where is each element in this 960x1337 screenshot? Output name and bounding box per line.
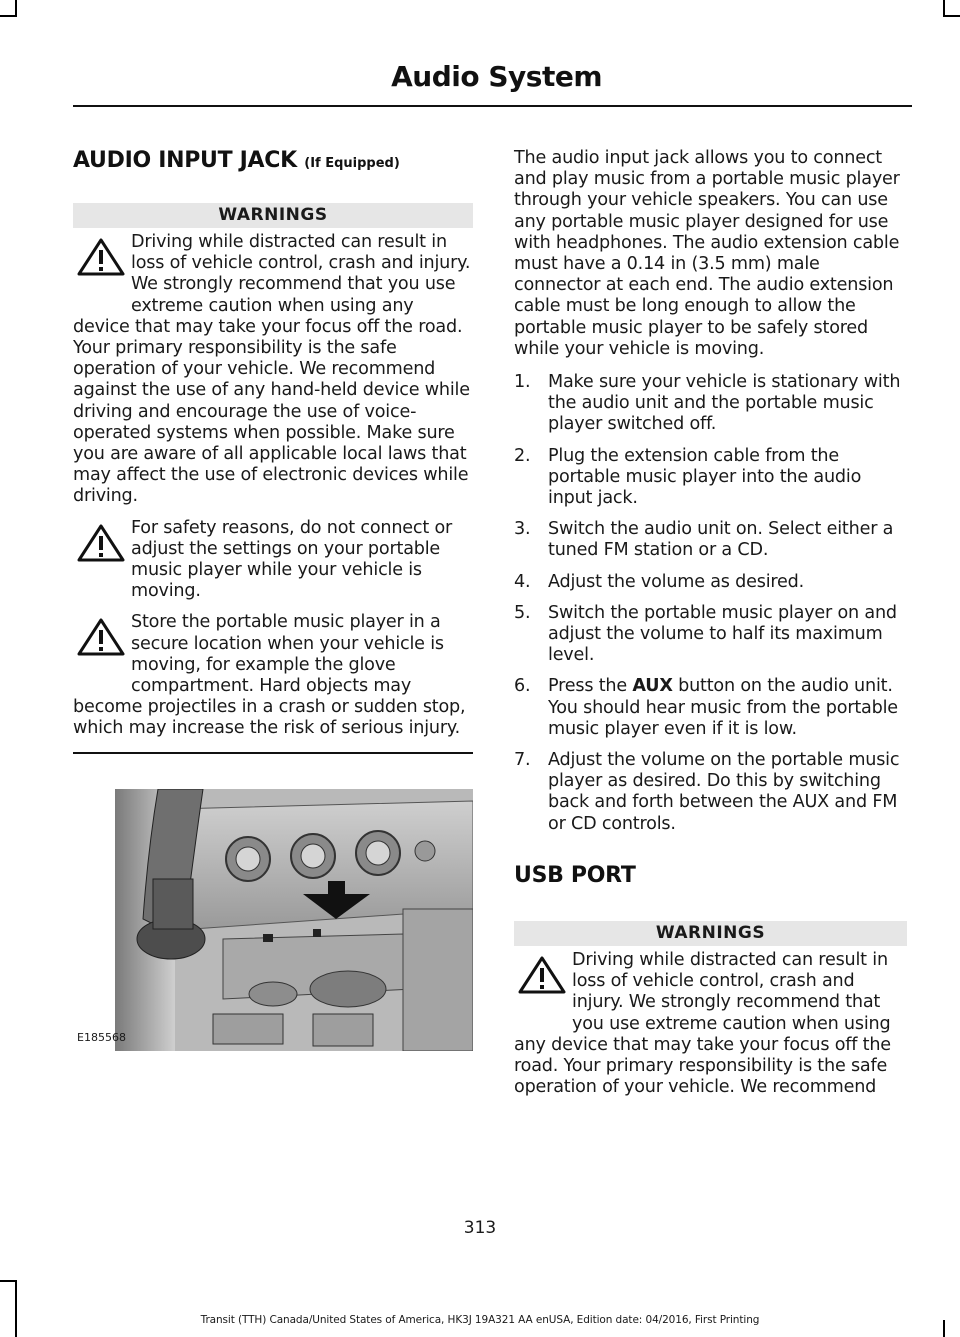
step-number: 2. xyxy=(514,445,531,466)
step-number: 7. xyxy=(514,750,531,771)
warning-text: Driving while distracted can result in loss of vehicle control, crash and injury. We strongly recommend that you use extreme caution when using any device that may take your focus off the road. Your primary responsibility is the safe operation of your vehicle. We recommend xyxy=(514,949,891,1098)
crop-mark xyxy=(0,1280,17,1282)
list-item xyxy=(514,603,907,667)
warnings-header: WARNINGS xyxy=(514,921,907,946)
list-item xyxy=(514,750,907,835)
crop-mark xyxy=(0,15,17,17)
aux-button-label: AUX xyxy=(632,676,673,697)
list-item xyxy=(514,446,907,510)
list-item xyxy=(514,572,907,593)
console-drawing-icon xyxy=(73,789,473,1051)
list-item xyxy=(514,519,907,561)
figure-label: E185568 xyxy=(77,1031,126,1045)
page-number: 313 xyxy=(463,1218,497,1238)
intro-paragraph: The audio input jack allows you to connect and play music from a portable music player through your vehicle speakers. You can use any portable music player designed for use with headphones. The audio extension cable must have a 0.14 in (3.5 mm) male connector at each end. The audio extension cable must be long enough to allow the portable music player to be safely stored while your vehicle is moving. xyxy=(514,148,900,359)
step-number: 4. xyxy=(514,571,531,592)
warning-text: For safety reasons, do not connect or adjust the settings on your portable music player while your vehicle is moving. xyxy=(131,517,453,602)
section-title-text: AUDIO INPUT JACK xyxy=(73,148,297,173)
page-title: Audio System xyxy=(391,60,602,93)
step-text: Adjust the volume on the portable music player as desired. Do this by switching back and forth between the AUX and FM or CD controls. xyxy=(548,750,900,834)
step-text: button on the audio unit. You should hear music from the portable music player even if it is low. xyxy=(548,676,898,739)
step-number: 1. xyxy=(514,372,531,393)
warning-triangle-icon xyxy=(514,952,570,1014)
crop-mark xyxy=(943,15,960,17)
header-rule xyxy=(73,105,912,107)
step-text-pre: Press the xyxy=(548,676,633,697)
step-text: Make sure your vehicle is stationary with the audio unit and the portable music player switched off. xyxy=(548,372,901,435)
step-text: Switch the audio unit on. Select either a tuned FM station or a CD. xyxy=(548,519,894,561)
edition-footer: Transit (TTH) Canada/United States of America, HK3J 19A321 AA enUSA, Edition date: 04/2016, First Printing xyxy=(200,1314,760,1326)
section-qualifier: (If Equipped) xyxy=(304,156,400,171)
warning-block xyxy=(73,518,473,603)
list-item xyxy=(514,676,907,740)
warning-triangle-icon xyxy=(73,234,129,296)
section-title-usb-port: USB PORT xyxy=(514,862,636,888)
dashboard-illustration xyxy=(73,789,473,1051)
right-column xyxy=(514,148,907,1098)
left-column xyxy=(73,148,473,1051)
warning-block xyxy=(73,612,473,739)
step-number: 5. xyxy=(514,602,531,623)
step-text: Plug the extension cable from the portable music player into the audio input jack. xyxy=(548,445,862,509)
warning-block xyxy=(514,950,907,1098)
warning-triangle-icon xyxy=(73,520,129,582)
warnings-header: WARNINGS xyxy=(73,203,473,228)
crop-mark xyxy=(15,1280,17,1337)
step-text: Switch the portable music player on and adjust the volume to half its maximum level. xyxy=(548,602,897,666)
step-number: 3. xyxy=(514,519,531,540)
warning-text: Driving while distracted can result in loss of vehicle control, crash and injury. We strongly recommend that you use extreme caution when using any device that may take your focus off the road. Your primary responsibility is the safe operation of your vehicle. We recommend against the use of any hand-held device while driving and encourage the use of voice-operated systems when possible. Make sure you are aware of all applicable local laws that may affect the use of electronic devices while driving. xyxy=(73,232,471,507)
step-number: 6. xyxy=(514,676,531,697)
step-text: Adjust the volume as desired. xyxy=(548,571,805,592)
section-title-audio-input-jack xyxy=(73,148,473,177)
warning-triangle-icon xyxy=(73,614,129,676)
steps-list xyxy=(514,372,907,835)
warning-text: Store the portable music player in a secure location when your vehicle is moving, for example the glove compartment. Hard objects may become projectiles in a crash or sudden stop, which may increase the risk of serious injury. xyxy=(73,612,466,739)
warning-block xyxy=(73,232,473,508)
list-item xyxy=(514,372,907,436)
